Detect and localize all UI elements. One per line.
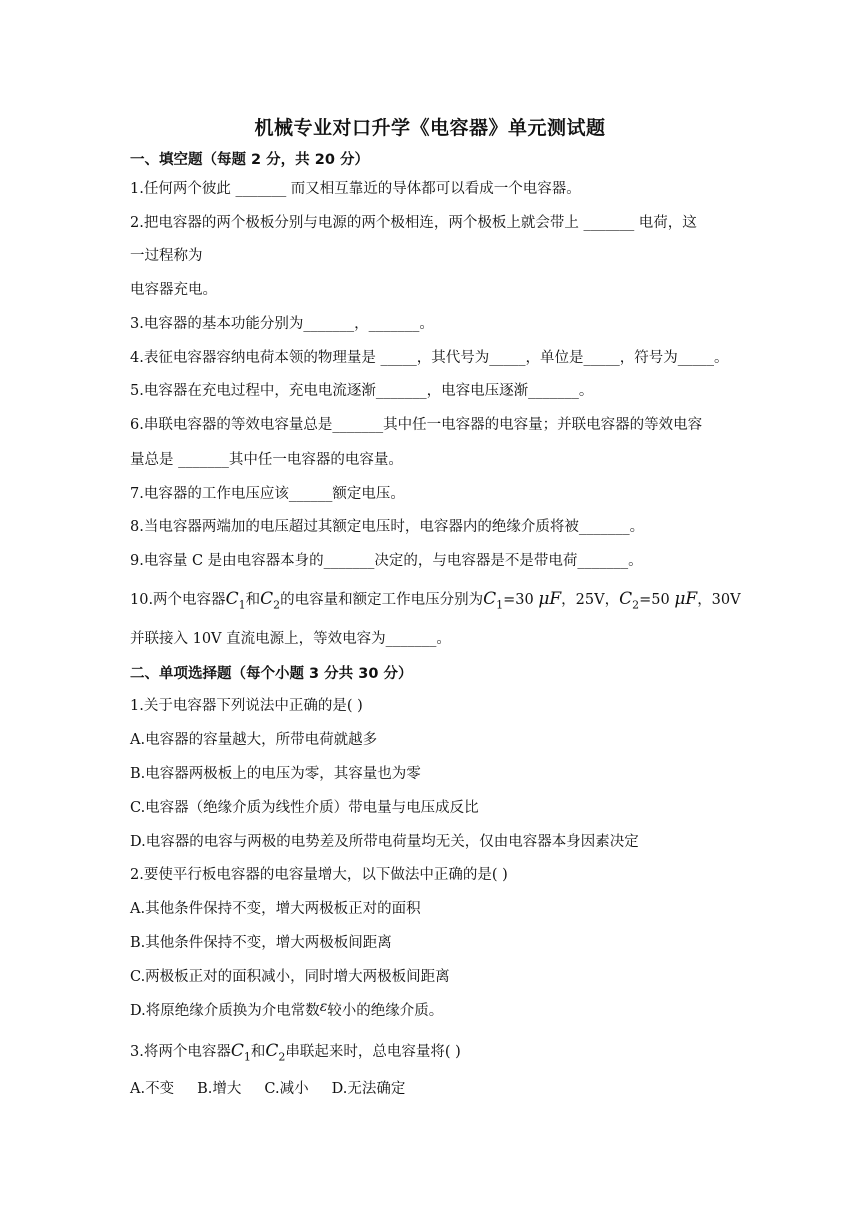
math-c1-series: $C_1$ [230, 1041, 251, 1064]
question-choice-1: 1.关于电容器下列说法中正确的是( ) [130, 698, 363, 714]
section-choice-heading: 二、单项选择题（每个小题 3 分共 30 分） [130, 666, 413, 682]
choice-1-option-b: B.电容器两极板上的电压为零，其容量也为零 [130, 766, 421, 782]
math-c2-value: $C_2$ [619, 589, 640, 612]
choice-3-text-c: 串联起来时，总电容量将( ) [285, 1044, 461, 1060]
q10-text-a: 10.两个电容器 [130, 592, 226, 608]
q10-text-f: =50 [639, 592, 670, 608]
question-fill-8: 8.当电容器两端加的电压超过其额定电压时，电容器内的绝缘介质将被_______。 [130, 519, 645, 535]
math-c1: $C_1$ [225, 589, 246, 612]
math-unit-uf-2: μF [674, 589, 698, 609]
question-fill-2-line1: 2.把电容器的两个极板分别与电源的两个极相连，两个极板上就会带上 _______ 电荷，这 [130, 215, 697, 231]
q10-text-d: =30 [503, 592, 534, 608]
question-fill-9: 9.电容量 C 是由电容器本身的_______决定的，与电容器是不是带电荷_______。 [130, 553, 643, 569]
math-c2: $C_2$ [260, 589, 281, 612]
question-fill-1: 1.任何两个彼此 _______ 而又相互靠近的导体都可以看成一个电容器。 [130, 181, 581, 197]
question-choice-2: 2.要使平行板电容器的电容量增大，以下做法中正确的是( ) [130, 867, 508, 883]
question-fill-7: 7.电容器的工作电压应该______额定电压。 [130, 486, 405, 502]
choice-1-option-d: D.电容器的电容与两极的电势差及所带电荷量均无关，仅由电容器本身因素决定 [130, 834, 639, 850]
choice-1-option-a: A.电容器的容量越大，所带电荷就越多 [130, 732, 378, 748]
page-title: 机械专业对口升学《电容器》单元测试题 [254, 117, 606, 139]
choice-3-text-b: 和 [250, 1044, 266, 1060]
question-fill-4: 4.表征电容器容纳电荷本领的物理量是 _____，其代号为_____，单位是_____，符号为_____。 [130, 350, 729, 366]
q10-text-e: ，25V， [561, 592, 620, 608]
question-fill-6-line2: 量总是 _______其中任一电容器的电容量。 [130, 452, 403, 468]
question-fill-3: 3.电容器的基本功能分别为_______，_______。 [130, 316, 434, 332]
choice-2-option-c: C.两极板正对的面积减小，同时增大两极板间距离 [130, 969, 450, 985]
choice-2-option-a: A.其他条件保持不变，增大两极板正对的面积 [130, 901, 421, 917]
question-fill-5: 5.电容器在充电过程中，充电电流逐渐_______，电容电压逐渐_______。 [130, 383, 594, 399]
math-unit-uf-1: μF [538, 589, 562, 609]
choice-2d-text-a: D.将原绝缘介质换为介电常数 [130, 1003, 320, 1019]
choice-3-options: A.不变 B.增大 C.减小 D.无法确定 [130, 1081, 406, 1097]
section-fill-in-heading: 一、填空题（每题 2 分，共 20 分） [130, 152, 369, 168]
question-choice-3 [130, 1040, 740, 1068]
q10-text-g: ，30V [697, 592, 741, 608]
q10-text-b: 和 [245, 592, 261, 608]
choice-1-option-c: C.电容器（绝缘介质为线性介质）带电量与电压成反比 [130, 800, 479, 816]
q10-text-c: 的电容量和额定工作电压分别为 [280, 592, 484, 608]
choice-2d-text-b: 较小的绝缘介质。 [327, 1003, 444, 1019]
math-epsilon: ε [319, 999, 328, 1015]
choice-3-text-a: 3.将两个电容器 [130, 1044, 231, 1060]
question-fill-6-line1: 6.串联电容器的等效电容量总是_______其中任一电容器的电容量；并联电容器的等效电容 [130, 417, 703, 433]
math-c1-value: $C_1$ [483, 589, 504, 612]
question-fill-10-line2: 并联接入 10V 直流电源上，等效电容为_______。 [130, 631, 451, 647]
choice-2-option-d [130, 1000, 740, 1022]
math-c2-series: $C_2$ [265, 1041, 286, 1064]
question-fill-2-line2: 一过程称为 [130, 248, 203, 264]
choice-2-option-b: B.其他条件保持不变，增大两极板间距离 [130, 935, 392, 951]
question-fill-10-line1 [130, 588, 740, 616]
question-fill-2-line3: 电容器充电。 [130, 282, 217, 298]
